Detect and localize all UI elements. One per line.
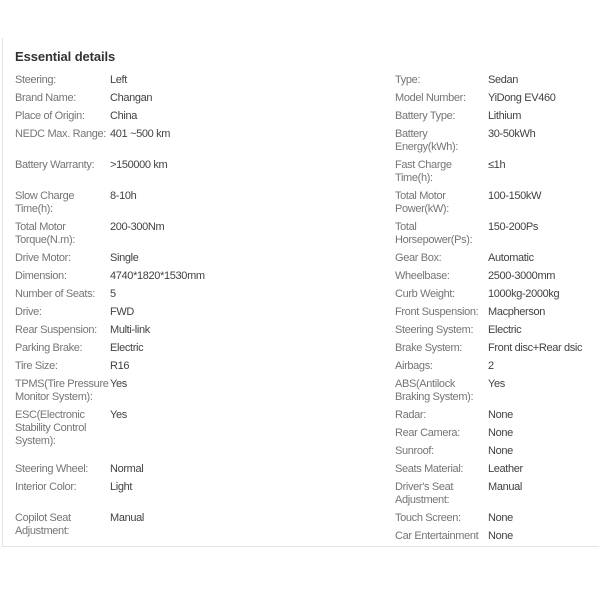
spec-pair bbox=[15, 406, 395, 450]
spec-row bbox=[15, 460, 599, 478]
spec-label: Brake System: bbox=[395, 341, 462, 354]
spec-label: Steering Wheel: bbox=[15, 462, 89, 475]
spec-pair bbox=[15, 125, 395, 143]
spec-pair bbox=[15, 156, 395, 174]
spec-label: Curb Weight: bbox=[395, 287, 455, 300]
spec-pair bbox=[15, 285, 395, 303]
spec-row bbox=[15, 339, 599, 357]
spec-cell-right bbox=[395, 509, 599, 545]
spec-label: Airbags: bbox=[395, 359, 433, 372]
spec-cell-right bbox=[395, 125, 599, 156]
section-title: Essential details bbox=[15, 49, 116, 64]
spec-pair bbox=[15, 89, 395, 107]
spec-pair bbox=[395, 249, 599, 267]
spec-label: Steering: bbox=[15, 73, 56, 86]
spec-cell-left bbox=[15, 107, 395, 125]
spec-cell-left bbox=[15, 156, 395, 174]
spec-pair bbox=[395, 267, 599, 285]
spec-row bbox=[15, 125, 599, 156]
spec-value: Manual bbox=[488, 480, 522, 493]
spec-label: Touch Screen: bbox=[395, 511, 461, 524]
spec-value: Leather bbox=[488, 462, 523, 475]
spec-pair bbox=[395, 357, 599, 375]
spec-row bbox=[15, 285, 599, 303]
spec-cell-left bbox=[15, 89, 395, 107]
spec-cell-right bbox=[395, 375, 599, 406]
spec-row bbox=[15, 321, 599, 339]
spec-pair bbox=[15, 357, 395, 375]
spec-cell-left bbox=[15, 71, 395, 89]
spec-value: >150000 km bbox=[110, 158, 168, 171]
spec-label: Tire Size: bbox=[15, 359, 58, 372]
spec-label: Steering System: bbox=[395, 323, 474, 336]
spec-cell-left bbox=[15, 339, 395, 357]
spec-value: Sedan bbox=[488, 73, 519, 86]
spec-value: 150-200Ps bbox=[488, 220, 539, 233]
spec-value: Yes bbox=[110, 377, 127, 390]
spec-label: Brand Name: bbox=[15, 91, 76, 104]
spec-pair bbox=[395, 339, 599, 357]
spec-row bbox=[15, 71, 599, 89]
spec-value: 5 bbox=[110, 287, 116, 300]
spec-cell-right bbox=[395, 303, 599, 321]
spec-row bbox=[15, 187, 599, 218]
spec-cell-left bbox=[15, 321, 395, 339]
spec-cell-left bbox=[15, 125, 395, 143]
spec-label: Drive: bbox=[15, 305, 42, 318]
spec-cell-left bbox=[15, 478, 395, 496]
spec-pair bbox=[15, 187, 395, 218]
spec-pair bbox=[395, 424, 599, 442]
spec-row bbox=[15, 89, 599, 107]
spec-label: Place of Origin: bbox=[15, 109, 85, 122]
spec-value: Light bbox=[110, 480, 133, 493]
spec-label: Rear Suspension: bbox=[15, 323, 97, 336]
spec-label: Radar: bbox=[395, 408, 426, 421]
spec-pair bbox=[395, 156, 599, 187]
spec-cell-left bbox=[15, 267, 395, 285]
spec-label: Battery Type: bbox=[395, 109, 456, 122]
spec-label: Total Motor Torque(N.m): bbox=[15, 220, 75, 246]
spec-pair bbox=[395, 406, 599, 424]
spec-row bbox=[15, 406, 599, 460]
spec-value: None bbox=[488, 408, 513, 421]
spec-value: 401 ~500 km bbox=[110, 127, 171, 140]
spec-label: Slow Charge Time(h): bbox=[15, 189, 75, 215]
spec-label: Fast Charge Time(h): bbox=[395, 158, 452, 184]
spec-pair bbox=[395, 218, 599, 249]
spec-value: Normal bbox=[110, 462, 144, 475]
spec-label: ABS(Antilock Braking System): bbox=[395, 377, 474, 403]
spec-label: ESC(Electronic Stability Control System): bbox=[15, 408, 87, 447]
spec-label: Front Suspension: bbox=[395, 305, 479, 318]
spec-value: FWD bbox=[110, 305, 134, 318]
spec-cell-right bbox=[395, 478, 599, 509]
spec-label: Drive Motor: bbox=[15, 251, 71, 264]
spec-label: Number of Seats: bbox=[15, 287, 95, 300]
spec-pair bbox=[15, 267, 395, 285]
spec-cell-right bbox=[395, 267, 599, 285]
spec-row bbox=[15, 303, 599, 321]
spec-cell-left bbox=[15, 218, 395, 249]
spec-pair bbox=[15, 218, 395, 249]
spec-pair bbox=[395, 509, 599, 527]
spec-value: Changan bbox=[110, 91, 153, 104]
spec-row bbox=[15, 156, 599, 187]
spec-cell-right bbox=[395, 339, 599, 357]
spec-cell-left bbox=[15, 357, 395, 375]
spec-label: Wheelbase: bbox=[395, 269, 450, 282]
spec-pair bbox=[395, 71, 599, 89]
spec-value: YiDong EV460 bbox=[488, 91, 556, 104]
spec-label: Parking Brake: bbox=[15, 341, 83, 354]
spec-pair bbox=[395, 285, 599, 303]
spec-pair bbox=[395, 442, 599, 460]
spec-cell-right bbox=[395, 460, 599, 478]
spec-cell-right bbox=[395, 187, 599, 218]
spec-label: Total Horsepower(Ps): bbox=[395, 220, 473, 246]
spec-value: None bbox=[488, 426, 513, 439]
spec-row bbox=[15, 249, 599, 267]
spec-cell-left bbox=[15, 187, 395, 218]
spec-value: Automatic bbox=[488, 251, 534, 264]
spec-cell-right bbox=[395, 71, 599, 89]
spec-cell-right bbox=[395, 321, 599, 339]
spec-cell-left bbox=[15, 406, 395, 450]
spec-cell-left bbox=[15, 460, 395, 478]
spec-pair bbox=[395, 478, 599, 509]
spec-value: Macpherson bbox=[488, 305, 546, 318]
spec-value: Front disc+Rear dsic bbox=[488, 341, 583, 354]
spec-pair bbox=[395, 321, 599, 339]
spec-value: 1000kg-2000kg bbox=[488, 287, 560, 300]
spec-value: R16 bbox=[110, 359, 130, 372]
spec-value: Lithium bbox=[488, 109, 522, 122]
spec-value: Yes bbox=[488, 377, 505, 390]
spec-cell-left bbox=[15, 249, 395, 267]
spec-pair bbox=[15, 509, 395, 540]
spec-pair bbox=[15, 321, 395, 339]
spec-value: 200-300Nm bbox=[110, 220, 165, 233]
spec-pair bbox=[395, 460, 599, 478]
spec-value: 100-150kW bbox=[488, 189, 542, 202]
spec-label: Dimension: bbox=[15, 269, 67, 282]
spec-pair bbox=[15, 71, 395, 89]
spec-row bbox=[15, 107, 599, 125]
spec-pair bbox=[395, 89, 599, 107]
spec-row bbox=[15, 218, 599, 249]
spec-pair bbox=[15, 478, 395, 496]
spec-value: Left bbox=[110, 73, 127, 86]
spec-row bbox=[15, 509, 599, 545]
spec-value: None bbox=[488, 529, 513, 542]
spec-pair bbox=[15, 339, 395, 357]
spec-cell-right bbox=[395, 249, 599, 267]
spec-value: Electric bbox=[110, 341, 144, 354]
spec-cell-right bbox=[395, 156, 599, 187]
spec-cell-left bbox=[15, 375, 395, 406]
spec-value: Manual bbox=[110, 511, 144, 524]
spec-rows bbox=[15, 71, 599, 545]
spec-cell-right bbox=[395, 406, 599, 460]
spec-pair bbox=[395, 187, 599, 218]
spec-value: 4740*1820*1530mm bbox=[110, 269, 205, 282]
spec-pair bbox=[15, 375, 395, 406]
spec-label: NEDC Max. Range: bbox=[15, 127, 106, 140]
spec-cell-right bbox=[395, 357, 599, 375]
spec-value: China bbox=[110, 109, 137, 122]
spec-value: Yes bbox=[110, 408, 127, 421]
spec-pair bbox=[395, 303, 599, 321]
spec-pair bbox=[15, 107, 395, 125]
spec-value: 30-50kWh bbox=[488, 127, 536, 140]
spec-pair bbox=[395, 125, 599, 156]
spec-value: ≤1h bbox=[488, 158, 506, 171]
spec-label: Interior Color: bbox=[15, 480, 77, 493]
spec-value: 2500-3000mm bbox=[488, 269, 556, 282]
spec-pair bbox=[15, 249, 395, 267]
spec-cell-left bbox=[15, 285, 395, 303]
spec-row bbox=[15, 267, 599, 285]
spec-value: Electric bbox=[488, 323, 522, 336]
spec-label: Car Entertainment bbox=[395, 529, 479, 542]
spec-pair bbox=[15, 303, 395, 321]
spec-value: 8-10h bbox=[110, 189, 137, 202]
spec-value: Multi-link bbox=[110, 323, 150, 336]
spec-row bbox=[15, 375, 599, 406]
spec-row bbox=[15, 357, 599, 375]
spec-label: Battery Warranty: bbox=[15, 158, 95, 171]
spec-label: Sunroof: bbox=[395, 444, 434, 457]
spec-label: Model Number: bbox=[395, 91, 466, 104]
spec-label: Type: bbox=[395, 73, 421, 86]
spec-row bbox=[15, 478, 599, 509]
spec-label: TPMS(Tire Pressure Monitor System): bbox=[15, 377, 109, 403]
spec-cell-right bbox=[395, 285, 599, 303]
spec-cell-left bbox=[15, 509, 395, 540]
spec-label: Copilot Seat Adjustment: bbox=[15, 511, 71, 537]
spec-label: Gear Box: bbox=[395, 251, 442, 264]
spec-value: None bbox=[488, 444, 513, 457]
spec-cell-right bbox=[395, 218, 599, 249]
spec-cell-left bbox=[15, 303, 395, 321]
spec-pair bbox=[395, 107, 599, 125]
spec-cell-right bbox=[395, 107, 599, 125]
spec-label: Driver's Seat Adjustment: bbox=[395, 480, 454, 506]
spec-label: Rear Camera: bbox=[395, 426, 460, 439]
spec-cell-right bbox=[395, 89, 599, 107]
spec-value: 2 bbox=[488, 359, 494, 372]
spec-value: Single bbox=[110, 251, 139, 264]
essential-details-card bbox=[2, 38, 599, 547]
spec-pair bbox=[395, 527, 599, 545]
spec-pair bbox=[15, 460, 395, 478]
spec-label: Total Motor Power(kW): bbox=[395, 189, 449, 215]
spec-pair bbox=[395, 375, 599, 406]
spec-label: Battery Energy(kWh): bbox=[395, 127, 459, 153]
spec-label: Seats Material: bbox=[395, 462, 464, 475]
spec-value: None bbox=[488, 511, 513, 524]
